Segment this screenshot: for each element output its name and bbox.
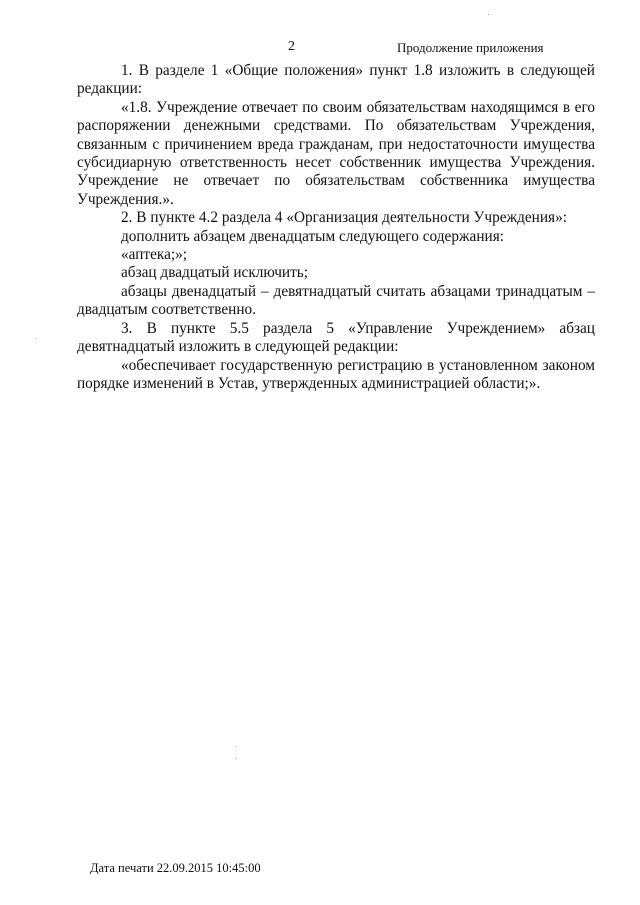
paragraph-5: «аптека;»; (121, 246, 188, 264)
paragraph-2-lead: «1.8. Учреждение отвечает по своим обязательствам находящимся в его (121, 98, 595, 116)
document-body (77, 62, 595, 393)
paragraph-8-rest: девятнадцатый изложить в следующей редакции: (77, 338, 399, 356)
paragraph-7-lead: абзацы двенадцатый – девятнадцатый считать абзацами тринадцатым – (121, 282, 595, 300)
print-date: Дата печати 22.09.2015 10:45:00 (90, 861, 261, 875)
paragraph-3: 2. В пункте 4.2 раздела 4 «Организация деятельности Учреждения»: (121, 209, 567, 227)
continuation-label: Продолжение приложения (397, 40, 544, 55)
paragraph-2-rest: распоряжении денежными средствами. По обязательствам Учреждения, связанным с причинением вреда гражданам, при недостаточности имущества субсидиарную ответственность несет собственник имущества Учреждения. Учреждение не отвечает по обязательствам собственника имущества Учреждения.». (77, 117, 595, 208)
paragraph-1-lead: 1. В разделе 1 «Общие положения» пункт 1.8 изложить в следующей (121, 62, 595, 79)
paragraph-1 (77, 62, 595, 99)
paragraph-9-rest: порядке изменений в Устав, утвержденных администрацией области;». (77, 374, 541, 392)
paragraph-2 (77, 98, 595, 209)
scan-speck (488, 14, 489, 15)
paragraph-8 (77, 319, 595, 357)
paragraph-4: дополнить абзацем двенадцатым следующего содержания: (121, 227, 504, 245)
scan-speck (236, 746, 237, 747)
paragraph-7 (77, 282, 595, 320)
scan-speck (236, 758, 237, 759)
paragraph-7-rest: двадцатым соответственно. (77, 301, 257, 319)
scan-speck (36, 338, 37, 339)
paragraph-1-rest: редакции: (77, 80, 143, 98)
paragraph-9 (77, 356, 595, 394)
paragraph-9-lead: «обеспечивает государственную регистрацию в установленном законом (121, 356, 595, 374)
page-number: 2 (288, 39, 295, 54)
paragraph-8-lead: 3. В пункте 5.5 раздела 5 «Управление Учреждением» абзац (121, 319, 595, 337)
paragraph-6: абзац двадцатый исключить; (121, 264, 309, 282)
